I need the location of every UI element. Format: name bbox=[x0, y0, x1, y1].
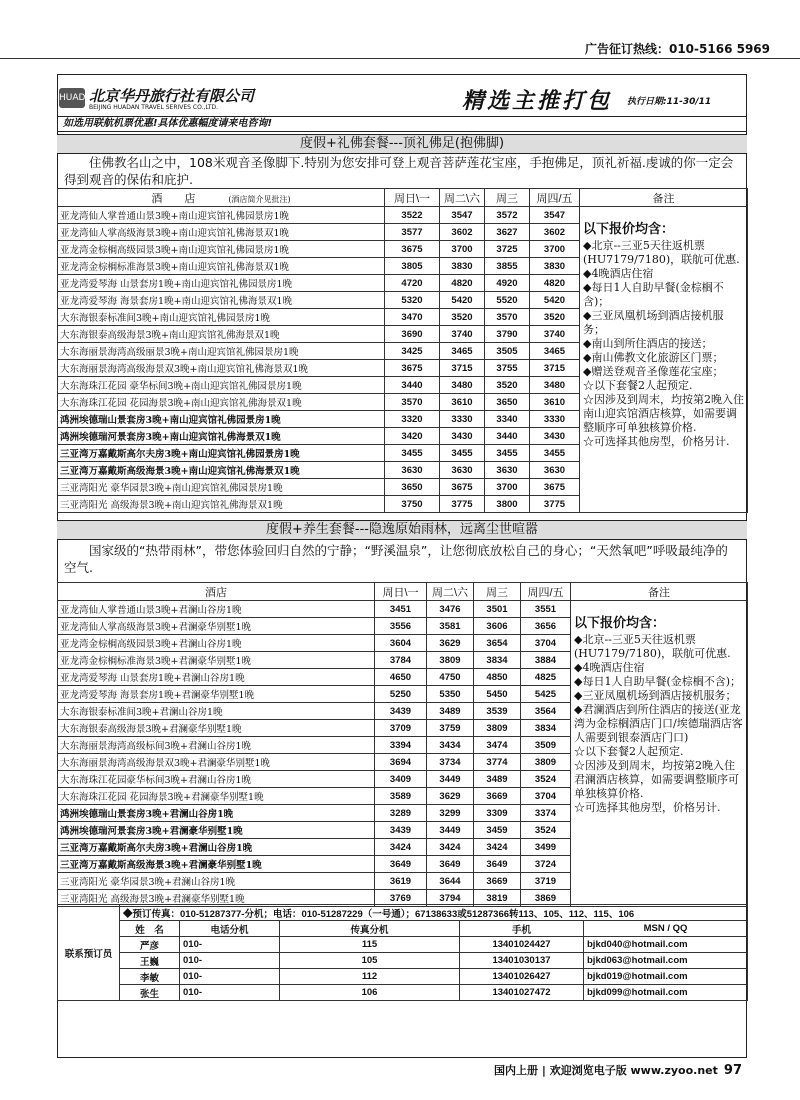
price-cell: 3690 bbox=[385, 326, 440, 343]
note-item: ☆因涉及到周末，均按第2晚入住君澜酒店核算，如需要调整顺序可单独核算价格. bbox=[574, 759, 739, 800]
price-cell: 3539 bbox=[474, 703, 521, 720]
price-cell: 3425 bbox=[385, 343, 440, 360]
price-cell: 3694 bbox=[375, 754, 427, 771]
hotel-cell: 三亚湾阳光 豪华园景3晚+君澜山谷房1晚 bbox=[58, 873, 375, 890]
hotel-cell: 鸿洲埃德瑞山景套房3晚+南山迎宾馆礼佛园景房1晚 bbox=[58, 411, 385, 428]
hotel-cell: 鸿洲埃德瑞山景套房3晚+君澜山谷房1晚 bbox=[58, 805, 375, 822]
price-cell: 5420 bbox=[530, 292, 580, 309]
price-cell: 3520 bbox=[530, 309, 580, 326]
page-number: 97 bbox=[723, 1063, 742, 1078]
agent-tel: 010- bbox=[180, 937, 280, 953]
price-cell: 3577 bbox=[385, 224, 440, 241]
price-cell: 3805 bbox=[385, 258, 440, 275]
hotel-cell: 亚龙湾爱琴海 海景套房1晚+南山迎宾馆礼佛海景双1晚 bbox=[58, 292, 385, 309]
agent-msn: bjkd099@hotmail.com bbox=[584, 985, 748, 1001]
price-cell: 3715 bbox=[440, 360, 485, 377]
hotel-cell: 亚龙湾仙人掌普通山景3晚+君澜山谷房1晚 bbox=[58, 601, 375, 618]
price-cell: 3524 bbox=[521, 822, 571, 839]
price-cell: 3602 bbox=[530, 224, 580, 241]
agent-name: 严彦 bbox=[120, 937, 180, 953]
hotel-cell: 亚龙湾金棕榈标准海景3晚+君澜豪华别墅1晚 bbox=[58, 652, 375, 669]
price-cell: 3572 bbox=[485, 207, 530, 224]
price-cell: 3374 bbox=[521, 805, 571, 822]
col-day2: 周二\六 bbox=[440, 189, 485, 207]
price-cell: 3775 bbox=[440, 496, 485, 513]
company-name: 北京华丹旅行社有限公司 bbox=[89, 87, 255, 105]
col-day1: 周日\一 bbox=[375, 583, 427, 601]
hotel-cell: 三亚湾阳光 高级海景3晚+南山迎宾馆礼佛海景双1晚 bbox=[58, 496, 385, 513]
price-cell: 3610 bbox=[440, 394, 485, 411]
hotel-cell: 鸿洲埃德瑞河景套房3晚+君澜豪华别墅1晚 bbox=[58, 822, 375, 839]
agent-tel: 010- bbox=[180, 953, 280, 969]
notes-cell bbox=[580, 207, 748, 513]
col-day2: 周二\六 bbox=[427, 583, 474, 601]
top-rule bbox=[0, 58, 800, 59]
price-cell: 4820 bbox=[440, 275, 485, 292]
table-row bbox=[58, 207, 748, 224]
col-hotel: 酒 店 (酒店简介见批注) bbox=[58, 189, 385, 207]
col-day4: 周四/五 bbox=[521, 583, 571, 601]
agent-fax: 115 bbox=[280, 937, 460, 953]
price-cell: 3424 bbox=[427, 839, 474, 856]
section2-title: 度假+养生套餐---隐逸原始雨林，远离尘世喧嚣 bbox=[57, 520, 747, 540]
price-cell: 3476 bbox=[427, 601, 474, 618]
price-cell: 3619 bbox=[375, 873, 427, 890]
price-cell: 3800 bbox=[485, 496, 530, 513]
note-item: ☆可选择其他房型，价格另计. bbox=[574, 801, 721, 814]
hotel-cell: 亚龙湾仙人掌高级海景3晚+君澜豪华别墅1晚 bbox=[58, 618, 375, 635]
hotel-cell: 三亚湾万嘉戴斯高尔夫房3晚+南山迎宾馆礼佛园景房1晚 bbox=[58, 445, 385, 462]
price-cell: 3809 bbox=[521, 754, 571, 771]
price-cell: 3455 bbox=[385, 445, 440, 462]
hotel-cell: 大东海珠江花园 花园海景3晚+君澜豪华别墅1晚 bbox=[58, 788, 375, 805]
price-cell: 3489 bbox=[427, 703, 474, 720]
contact-label: 联系预订员 bbox=[58, 905, 120, 1001]
hotel-cell: 大东海银泰高级海景3晚+南山迎宾馆礼佛海景双1晚 bbox=[58, 326, 385, 343]
price-cell: 3451 bbox=[375, 601, 427, 618]
price-cell: 3520 bbox=[485, 377, 530, 394]
price-cell: 3704 bbox=[521, 788, 571, 805]
contact-row bbox=[58, 953, 748, 969]
price-cell: 3330 bbox=[440, 411, 485, 428]
price-cell: 3784 bbox=[375, 652, 427, 669]
note-item: ☆以下套餐2人起预定. bbox=[574, 745, 684, 758]
note-item: ◆每日1人自助早餐(金棕榈不含)； bbox=[574, 675, 742, 688]
price-cell: 3522 bbox=[385, 207, 440, 224]
agent-tel: 010- bbox=[180, 969, 280, 985]
price-cell: 5520 bbox=[485, 292, 530, 309]
price-cell: 3649 bbox=[375, 856, 427, 873]
agent-tel: 010- bbox=[180, 985, 280, 1001]
price-cell: 5350 bbox=[427, 686, 474, 703]
note-item: ◆南山到所住酒店的接送； bbox=[583, 337, 713, 350]
hotel-cell: 亚龙湾仙人掌高级海景3晚+南山迎宾馆礼佛海景双1晚 bbox=[58, 224, 385, 241]
header-mobile: 手机 bbox=[460, 921, 584, 937]
price-cell: 3556 bbox=[375, 618, 427, 635]
col-day1: 周日\一 bbox=[385, 189, 440, 207]
price-cell: 3489 bbox=[474, 771, 521, 788]
hotel-cell: 亚龙湾爱琴海 山景套房1晚+南山迎宾馆礼佛园景房1晚 bbox=[58, 275, 385, 292]
price-cell: 3629 bbox=[427, 635, 474, 652]
agent-msn: bjkd040@hotmail.com bbox=[584, 937, 748, 953]
note-item: ◆4晚酒店住宿 bbox=[583, 267, 654, 280]
hotel-cell: 大东海珠江花园豪华标间3晚+君澜山谷房1晚 bbox=[58, 771, 375, 788]
section1-intro: 住佛教名山之中，108米观音圣像脚下.特别为您安排可登上观音菩萨莲花宝座，手抱佛足，顶礼祈福.虔诚的你一定会得到观音的保佑和庇护. bbox=[64, 155, 734, 187]
price-cell: 3669 bbox=[474, 873, 521, 890]
price-cell: 3570 bbox=[485, 309, 530, 326]
price-cell: 3570 bbox=[385, 394, 440, 411]
price-cell: 3551 bbox=[521, 601, 571, 618]
ad-hotline: 广告征订热线：010-5166 5969 bbox=[584, 42, 770, 56]
col-notes: 备注 bbox=[580, 189, 748, 207]
hotel-cell: 亚龙湾爱琴海 山景套房1晚+君澜山谷房1晚 bbox=[58, 669, 375, 686]
price-cell: 3509 bbox=[521, 737, 571, 754]
price-cell: 3520 bbox=[440, 309, 485, 326]
hotel-cell: 三亚湾万嘉戴斯高级海景3晚+南山迎宾馆礼佛海景双1晚 bbox=[58, 462, 385, 479]
price-cell: 3769 bbox=[375, 890, 427, 907]
price-cell: 3440 bbox=[385, 377, 440, 394]
price-cell: 3709 bbox=[375, 720, 427, 737]
price-cell: 3630 bbox=[385, 462, 440, 479]
price-cell: 3855 bbox=[485, 258, 530, 275]
price-cell: 3480 bbox=[530, 377, 580, 394]
company-logo: HUADAN bbox=[59, 88, 85, 108]
agent-fax: 112 bbox=[280, 969, 460, 985]
hotel-cell: 大东海珠江花园 豪华标间3晚+南山迎宾馆礼佛园景房1晚 bbox=[58, 377, 385, 394]
price-cell: 3424 bbox=[375, 839, 427, 856]
price-cell: 3755 bbox=[485, 360, 530, 377]
hotel-cell: 亚龙湾爱琴海 海景套房1晚+君澜豪华别墅1晚 bbox=[58, 686, 375, 703]
contact-row bbox=[58, 969, 748, 985]
price-cell: 3809 bbox=[427, 652, 474, 669]
contact-row bbox=[58, 985, 748, 1001]
agent-mobile: 13401026427 bbox=[460, 969, 584, 985]
hotel-cell: 亚龙湾金棕榈高级园景3晚+南山迎宾馆礼佛园景房1晚 bbox=[58, 241, 385, 258]
notes-heading: 以下报价均含： bbox=[583, 222, 675, 237]
col-day3: 周三 bbox=[485, 189, 530, 207]
price-cell: 3700 bbox=[440, 241, 485, 258]
note-item: ◆南山佛教文化旅游区门票； bbox=[583, 351, 724, 364]
price-cell: 3465 bbox=[530, 343, 580, 360]
price-cell: 3819 bbox=[474, 890, 521, 907]
section1-price-table bbox=[57, 188, 748, 513]
price-cell: 3774 bbox=[474, 754, 521, 771]
header-fax: 传真分机 bbox=[280, 921, 460, 937]
note-item: ◆三亚凤凰机场到酒店接机服务； bbox=[583, 309, 724, 336]
agent-name: 李敏 bbox=[120, 969, 180, 985]
price-cell: 3424 bbox=[474, 839, 521, 856]
price-cell: 3524 bbox=[521, 771, 571, 788]
price-cell: 3834 bbox=[474, 652, 521, 669]
price-cell: 3610 bbox=[530, 394, 580, 411]
price-cell: 3649 bbox=[474, 856, 521, 873]
price-cell: 3320 bbox=[385, 411, 440, 428]
feature-title: 精选主推打包 bbox=[462, 89, 613, 114]
agent-fax: 105 bbox=[280, 953, 460, 969]
note-item: ☆因涉及到周末，均按第2晚入住南山迎宾馆酒店核算，如需要调整顺序可单独核算价格. bbox=[583, 393, 744, 434]
price-cell: 3309 bbox=[474, 805, 521, 822]
agent-mobile: 13401030137 bbox=[460, 953, 584, 969]
price-cell: 3501 bbox=[474, 601, 521, 618]
price-cell: 3750 bbox=[385, 496, 440, 513]
price-cell: 3581 bbox=[427, 618, 474, 635]
price-cell: 5320 bbox=[385, 292, 440, 309]
price-cell: 3606 bbox=[474, 618, 521, 635]
note-item: ◆三亚凤凰机场到酒店接机服务； bbox=[574, 689, 737, 702]
section1-title: 度假+礼佛套餐---顶礼佛足(抱佛脚) bbox=[57, 134, 747, 154]
section2-price-table bbox=[57, 582, 748, 907]
price-cell: 4820 bbox=[530, 275, 580, 292]
price-cell: 3439 bbox=[375, 822, 427, 839]
price-cell: 5450 bbox=[474, 686, 521, 703]
valid-dates: 执行日期:11-30/11 bbox=[627, 97, 712, 107]
hotel-cell: 三亚湾阳光 高级海景3晚+君澜豪华别墅1晚 bbox=[58, 890, 375, 907]
price-cell: 3675 bbox=[385, 241, 440, 258]
price-cell: 3740 bbox=[530, 326, 580, 343]
note-item: ☆以下套餐2人起预定. bbox=[583, 379, 693, 392]
company-name-en: BEIJING HUADAN TRAVEL SERIVES CO.,LTD. bbox=[89, 104, 219, 111]
agent-mobile: 13401024427 bbox=[460, 937, 584, 953]
agent-msn: bjkd019@hotmail.com bbox=[584, 969, 748, 985]
price-cell: 3430 bbox=[440, 428, 485, 445]
note-item: ☆可选择其他房型，价格另计. bbox=[583, 435, 730, 448]
price-cell: 3430 bbox=[530, 428, 580, 445]
price-cell: 3455 bbox=[530, 445, 580, 462]
price-cell: 3675 bbox=[385, 360, 440, 377]
price-cell: 5250 bbox=[375, 686, 427, 703]
price-cell: 5420 bbox=[440, 292, 485, 309]
price-cell: 3715 bbox=[530, 360, 580, 377]
agent-msn: bjkd063@hotmail.com bbox=[584, 953, 748, 969]
note-item: ◆4晚酒店住宿 bbox=[574, 661, 645, 674]
price-cell: 3649 bbox=[427, 856, 474, 873]
hotel-cell: 亚龙湾金棕榈标准海景3晚+南山迎宾馆礼佛海景双1晚 bbox=[58, 258, 385, 275]
price-cell: 3455 bbox=[485, 445, 530, 462]
hotel-cell: 亚龙湾金棕榈高级园景3晚+君澜山谷房1晚 bbox=[58, 635, 375, 652]
price-cell: 4650 bbox=[375, 669, 427, 686]
price-cell: 3627 bbox=[485, 224, 530, 241]
price-cell: 3499 bbox=[521, 839, 571, 856]
price-cell: 3505 bbox=[485, 343, 530, 360]
note-item: ◆北京--三亚5天往返机票(HU7179/7180)，联航可优惠. bbox=[583, 239, 740, 266]
price-cell: 3547 bbox=[440, 207, 485, 224]
hotel-cell: 大东海银泰高级海景3晚+君澜豪华别墅1晚 bbox=[58, 720, 375, 737]
booking-info: ◆预订传真：010-51287377-分机；电话：010-51287229（一号通）；67138633或51287366转113、105、112、115、106 bbox=[120, 905, 748, 921]
price-cell: 3830 bbox=[440, 258, 485, 275]
price-cell: 3299 bbox=[427, 805, 474, 822]
col-day4: 周四/五 bbox=[530, 189, 580, 207]
price-cell: 3289 bbox=[375, 805, 427, 822]
price-cell: 3630 bbox=[530, 462, 580, 479]
agent-fax: 106 bbox=[280, 985, 460, 1001]
table-header bbox=[58, 583, 748, 601]
price-cell: 3630 bbox=[485, 462, 530, 479]
hotel-cell: 大东海银泰标准间3晚+南山迎宾馆礼佛园景房1晚 bbox=[58, 309, 385, 326]
hotel-cell: 大东海丽景海湾高级海景双3晚+君澜豪华别墅1晚 bbox=[58, 754, 375, 771]
note-item: ◆北京--三亚5天往返机票(HU7179/7180)，联航可优惠. bbox=[574, 633, 731, 660]
header bbox=[57, 80, 747, 116]
price-cell: 3675 bbox=[440, 479, 485, 496]
price-cell: 3409 bbox=[375, 771, 427, 788]
price-cell: 3589 bbox=[375, 788, 427, 805]
discount-notice: 如选用联航机票优惠!具体优惠幅度请来电咨询! bbox=[57, 116, 747, 132]
price-cell: 3734 bbox=[427, 754, 474, 771]
section2-intro: 国家级的“热带雨林”，带您体验回归自然的宁静；“野溪温泉”，让您彻底放松自己的身心；“天然氧吧”呼吸最纯净的空气. bbox=[64, 543, 728, 575]
price-cell: 3704 bbox=[521, 635, 571, 652]
price-cell: 3455 bbox=[440, 445, 485, 462]
price-cell: 3474 bbox=[474, 737, 521, 754]
price-cell: 3790 bbox=[485, 326, 530, 343]
footer bbox=[494, 1062, 742, 1078]
hotel-cell: 鸿洲埃德瑞河景套房3晚+南山迎宾馆礼佛海景双1晚 bbox=[58, 428, 385, 445]
price-cell: 3759 bbox=[427, 720, 474, 737]
agent-name: 张生 bbox=[120, 985, 180, 1001]
price-cell: 4920 bbox=[485, 275, 530, 292]
price-cell: 3656 bbox=[521, 618, 571, 635]
table-header bbox=[58, 189, 748, 207]
header-name: 姓 名 bbox=[120, 921, 180, 937]
hotel-cell: 大东海丽景海湾高级标间3晚+君澜山谷房1晚 bbox=[58, 737, 375, 754]
price-cell: 3650 bbox=[385, 479, 440, 496]
price-cell: 3470 bbox=[385, 309, 440, 326]
agent-name: 王巍 bbox=[120, 953, 180, 969]
contact-row bbox=[58, 937, 748, 953]
price-cell: 3675 bbox=[530, 479, 580, 496]
price-cell: 3602 bbox=[440, 224, 485, 241]
price-cell: 3449 bbox=[427, 822, 474, 839]
price-cell: 3330 bbox=[530, 411, 580, 428]
note-item: ◆每日1人自助早餐(金棕榈不含)； bbox=[583, 281, 724, 308]
price-cell: 3869 bbox=[521, 890, 571, 907]
col-hotel: 酒店 bbox=[58, 583, 375, 601]
price-cell: 3650 bbox=[485, 394, 530, 411]
hotel-cell: 大东海珠江花园 花园海景3晚+南山迎宾馆礼佛海景双1晚 bbox=[58, 394, 385, 411]
price-cell: 3775 bbox=[530, 496, 580, 513]
price-cell: 3394 bbox=[375, 737, 427, 754]
hotel-cell: 大东海银泰标准间3晚+君澜山谷房1晚 bbox=[58, 703, 375, 720]
price-cell: 3794 bbox=[427, 890, 474, 907]
price-cell: 3644 bbox=[427, 873, 474, 890]
price-cell: 3630 bbox=[440, 462, 485, 479]
price-cell: 3719 bbox=[521, 873, 571, 890]
contact-table bbox=[57, 904, 748, 1001]
col-day3: 周三 bbox=[474, 583, 521, 601]
price-cell: 3809 bbox=[474, 720, 521, 737]
price-cell: 3434 bbox=[427, 737, 474, 754]
note-item: ◆君澜酒店到所住酒店的接送(亚龙湾为金棕榈酒店门口/埃德瑞酒店客人需要到银泰酒店门口) bbox=[574, 703, 743, 744]
price-cell: 3564 bbox=[521, 703, 571, 720]
price-cell: 3604 bbox=[375, 635, 427, 652]
price-cell: 3700 bbox=[530, 241, 580, 258]
footer-text: 国内上册 | 欢迎浏览电子版 www.zyoo.net bbox=[494, 1064, 718, 1077]
hotel-cell: 三亚湾万嘉戴斯高级海景3晚+君澜豪华别墅1晚 bbox=[58, 856, 375, 873]
hotel-cell: 三亚湾万嘉戴斯高尔夫房3晚+君澜山谷房1晚 bbox=[58, 839, 375, 856]
price-cell: 3340 bbox=[485, 411, 530, 428]
table-row bbox=[58, 601, 748, 618]
price-cell: 3480 bbox=[440, 377, 485, 394]
price-cell: 3654 bbox=[474, 635, 521, 652]
price-cell: 3834 bbox=[521, 720, 571, 737]
price-cell: 3629 bbox=[427, 788, 474, 805]
price-cell: 4750 bbox=[427, 669, 474, 686]
hotel-cell: 三亚湾阳光 豪华园景3晚+南山迎宾馆礼佛园景房1晚 bbox=[58, 479, 385, 496]
header-tel: 电话分机 bbox=[180, 921, 280, 937]
agent-mobile: 13401027472 bbox=[460, 985, 584, 1001]
price-cell: 3830 bbox=[530, 258, 580, 275]
note-item: ◆赠送登观音圣像莲花宝座； bbox=[583, 365, 724, 378]
price-cell: 3725 bbox=[485, 241, 530, 258]
notes-cell bbox=[571, 601, 748, 907]
price-cell: 3724 bbox=[521, 856, 571, 873]
notes-heading: 以下报价均含： bbox=[574, 616, 666, 631]
price-cell: 4850 bbox=[474, 669, 521, 686]
hotel-cell: 亚龙湾仙人掌普通山景3晚+南山迎宾馆礼佛园景房1晚 bbox=[58, 207, 385, 224]
price-cell: 3459 bbox=[474, 822, 521, 839]
price-cell: 5425 bbox=[521, 686, 571, 703]
price-cell: 3449 bbox=[427, 771, 474, 788]
hotel-cell: 大东海丽景海湾高级丽景3晚+南山迎宾馆礼佛园景房1晚 bbox=[58, 343, 385, 360]
hotel-cell: 大东海丽景海湾高级海景双3晚+南山迎宾馆礼佛海景双1晚 bbox=[58, 360, 385, 377]
price-cell: 4825 bbox=[521, 669, 571, 686]
price-cell: 3420 bbox=[385, 428, 440, 445]
col-notes: 备注 bbox=[571, 583, 748, 601]
price-cell: 3439 bbox=[375, 703, 427, 720]
price-cell: 3547 bbox=[530, 207, 580, 224]
price-cell: 3669 bbox=[474, 788, 521, 805]
price-cell: 3700 bbox=[485, 479, 530, 496]
price-cell: 3884 bbox=[521, 652, 571, 669]
header-msn-qq: MSN / QQ bbox=[584, 921, 748, 937]
price-cell: 3440 bbox=[485, 428, 530, 445]
price-cell: 3465 bbox=[440, 343, 485, 360]
price-cell: 4720 bbox=[385, 275, 440, 292]
price-cell: 3740 bbox=[440, 326, 485, 343]
